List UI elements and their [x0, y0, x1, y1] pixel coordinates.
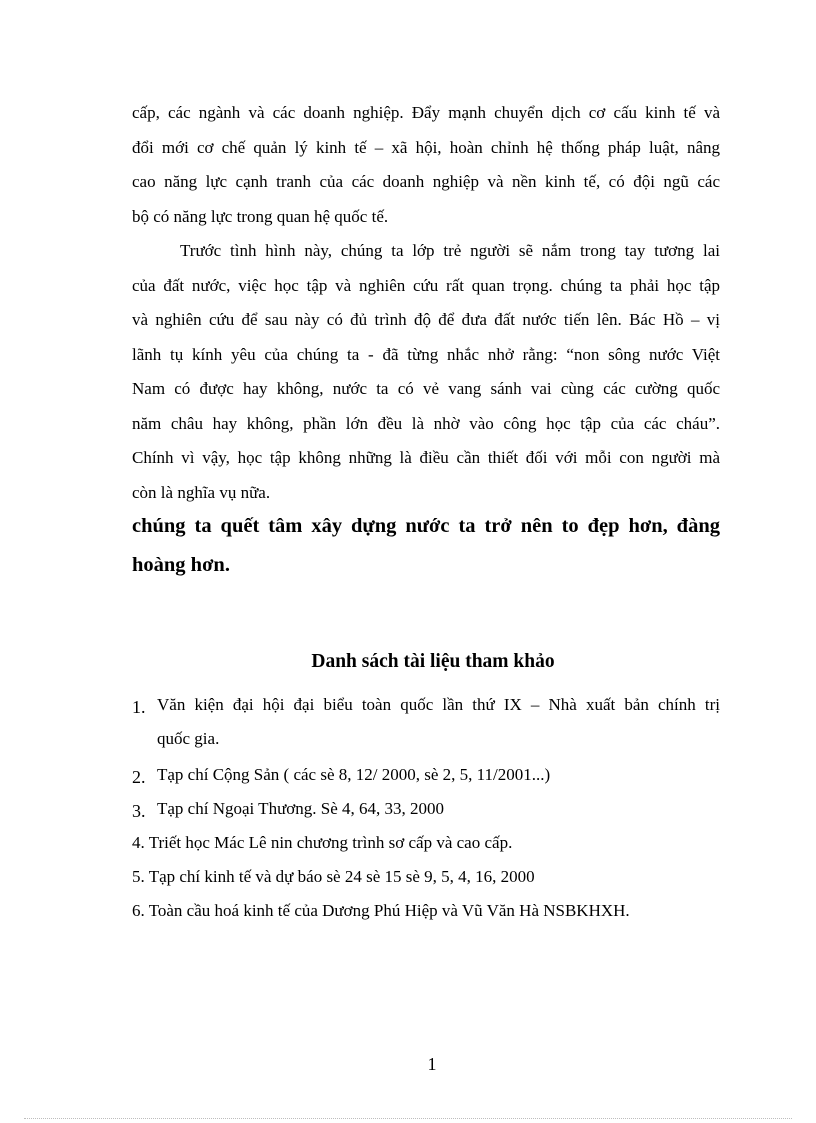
body-line: năm châu hay không, phần lớn đều là nhờ vào công học tập của các cháu”. — [132, 413, 720, 433]
intro-paragraph — [132, 96, 720, 234]
reference-item — [132, 894, 720, 928]
body-line: Chính vì vậy, học tập không những là điều cần thiết đối với mỗi con người mà — [132, 448, 720, 467]
page-number: 1 — [427, 1054, 437, 1074]
reference-line: 4. Triết học Mác Lê nin chương trình sơ cấp và cao cấp. — [132, 833, 513, 852]
reference-item — [132, 860, 720, 894]
body-line: và nghiên cứu để sau này có đủ trình độ để đưa đất nước tiến lên. Bác Hồ – vị — [132, 310, 720, 329]
body-line: của đất nước, việc học tập và nghiên cứu rất quan trọng. chúng ta phải học tập — [132, 275, 720, 295]
intro-line: đổi mới cơ chế quản lý kinh tế – xã hội, hoàn chỉnh hệ thống pháp luật, nâng — [132, 137, 720, 157]
reference-number: 3. — [132, 801, 146, 821]
reference-item — [132, 792, 720, 826]
reference-line: quốc gia. — [157, 729, 220, 748]
bold-line: chúng ta quết tâm xây dựng nước ta trở nên to đẹp hơn, đàng — [132, 515, 720, 537]
body-line: Nam có được hay không, nước ta có vẻ vang sánh vai cùng các cường quốc — [132, 379, 720, 398]
intro-line: cao năng lực cạnh tranh của các doanh nghiệp và nền kinh tế, có đội ngũ các — [132, 172, 720, 191]
reference-item — [132, 758, 720, 792]
references-title: Danh sách tài liệu tham khảo — [311, 651, 555, 672]
bold-line: hoàng hơn. — [132, 554, 230, 576]
reference-number: 2. — [132, 767, 146, 787]
reference-line: 6. Toàn cầu hoá kinh tế của Dương Phú Hiệp và Vũ Văn Hà NSBKHXH. — [132, 901, 630, 920]
body-line: lãnh tụ kính yêu của chúng ta - đã từng nhắc nhở rằng: “non sông nước Việt — [132, 344, 720, 364]
reference-line: Tạp chí Ngoại Thương. Sè 4, 64, 33, 2000 — [157, 799, 445, 818]
intro-line: cấp, các ngành và các doanh nghiệp. Đẩy mạnh chuyển dịch cơ cấu kinh tế và — [132, 103, 720, 122]
reference-item — [132, 826, 720, 860]
body-paragraph — [132, 234, 720, 510]
bold-conclusion — [132, 507, 720, 585]
reference-line: Văn kiện đại hội đại biểu toàn quốc lần thứ IX – Nhà xuất bản chính trị — [157, 695, 720, 714]
footer-divider — [24, 1118, 792, 1119]
reference-item — [132, 688, 720, 756]
body-line: Trước tình hình này, chúng ta lớp trẻ người sẽ nắm trong tay tương lai — [180, 241, 720, 260]
body-line: còn là nghĩa vụ nữa. — [132, 482, 271, 502]
reference-line: Tạp chí Cộng Sản ( các sè 8, 12/ 2000, sè 2, 5, 11/2001...) — [157, 765, 551, 784]
reference-line: 5. Tạp chí kinh tế và dự báo sè 24 sè 15 sè 9, 5, 4, 16, 2000 — [132, 867, 535, 886]
intro-line: bộ có năng lực trong quan hệ quốc tế. — [132, 206, 389, 226]
reference-number: 1. — [132, 697, 146, 717]
